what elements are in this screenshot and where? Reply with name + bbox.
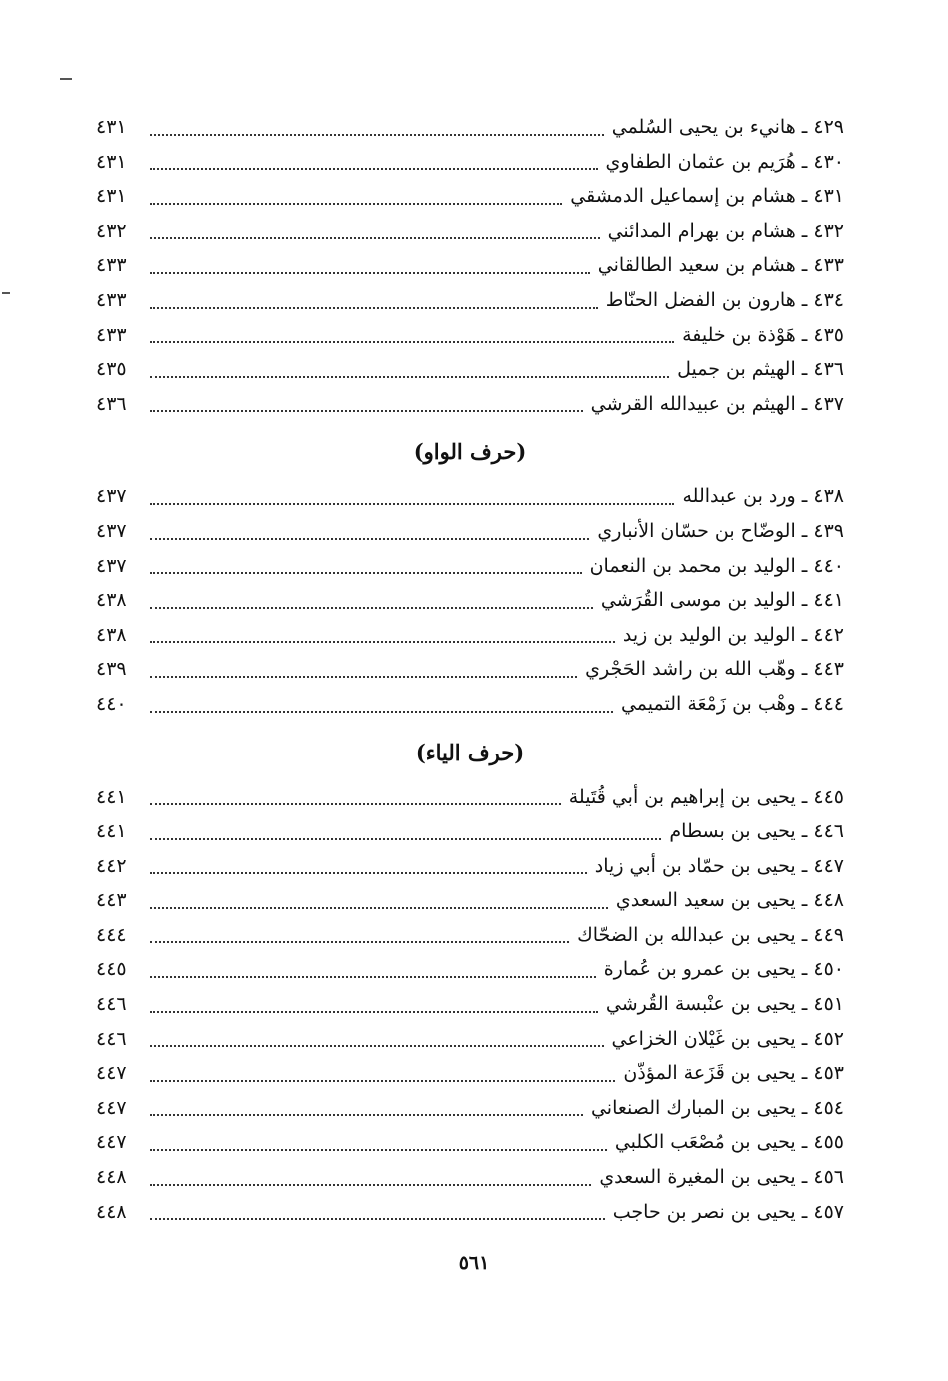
entry-page-number: ٤٤٦ (96, 1027, 127, 1050)
entry-page-number: ٤٤١ (96, 785, 127, 808)
toc-entry (96, 145, 844, 180)
dot-leader (150, 607, 593, 609)
dot-leader (150, 1149, 607, 1151)
dot-leader (150, 641, 615, 643)
dot-leader (150, 538, 589, 540)
dot-leader (150, 1011, 598, 1013)
entry-page-number: ٤٤٥ (96, 958, 127, 981)
entry-page-number: ٤٤٠ (96, 692, 127, 715)
entry-page-number: ٤٤٧ (96, 1062, 127, 1085)
toc-section (96, 110, 844, 421)
toc-entry (96, 1125, 844, 1160)
dot-leader (150, 307, 598, 309)
entry-title: ٤٣١ ـ هشام بن إسماعيل الدمشقي (570, 185, 844, 208)
entry-page-number: ٤٤٣ (96, 889, 127, 912)
dot-leader (150, 907, 608, 909)
entry-title: ٤٣٢ ـ هشام بن بهرام المدائني (607, 219, 844, 242)
entry-title: ٤٤٨ ـ يحيى بن سعيد السعدي (615, 889, 844, 912)
entry-title: ٤٤٤ ـ وهْب بن زَمْعَة التميمي (620, 692, 844, 715)
entry-title: ٤٤٩ ـ يحيى بن عبدالله بن الضحّاك (577, 923, 844, 946)
table-of-contents (96, 110, 844, 1229)
toc-entry (96, 618, 844, 653)
toc-section (96, 734, 844, 1230)
toc-entry (96, 549, 844, 584)
dot-leader (150, 376, 669, 378)
entry-title: ٤٥٤ ـ يحيى بن المبارك الصنعاني (590, 1096, 844, 1119)
dot-leader (150, 272, 590, 274)
entry-title: ٤٣٤ ـ هارون بن الفضل الحنّاط (605, 288, 844, 311)
toc-entry (96, 179, 844, 214)
toc-entry (96, 318, 844, 353)
entry-title: ٤٣٠ ـ هُرَيم بن عثمان الطفاوي (605, 150, 844, 173)
entry-page-number: ٤٣٦ (96, 392, 127, 415)
toc-entry (96, 387, 844, 422)
entry-page-number: ٤٣٣ (96, 254, 127, 277)
toc-entry (96, 814, 844, 849)
toc-entry (96, 1091, 844, 1126)
entry-title: ٤٤٠ ـ الوليد بن محمد بن النعمان (589, 554, 844, 577)
entry-title: ٤٤٢ ـ الوليد بن الوليد بن زيد (622, 623, 844, 646)
entry-page-number: ٤٣٨ (96, 623, 127, 646)
entry-page-number: ٤٣٧ (96, 519, 127, 542)
toc-entry (96, 652, 844, 687)
dot-leader (150, 572, 582, 574)
entry-title: ٤٤٥ ـ يحيى بن إبراهيم بن أبي قُتَيلة (568, 785, 844, 808)
entry-page-number: ٤٤٤ (96, 923, 127, 946)
toc-entry (96, 1056, 844, 1091)
entry-title: ٤٤٧ ـ يحيى بن حمّاد بن أبي زياد (594, 854, 844, 877)
entry-page-number: ٤٣١ (96, 116, 127, 138)
toc-entry (96, 780, 844, 815)
entry-title: ٤٥٧ ـ يحيى بن نصر بن حاجب (612, 1200, 844, 1223)
entry-page-number: ٤٤٧ (96, 1096, 127, 1119)
dot-leader (150, 872, 587, 874)
entry-title: ٤٥٦ ـ يحيى بن المغيرة السعدي (599, 1166, 844, 1189)
toc-section (96, 433, 844, 721)
entry-page-number: ٤٣٣ (96, 288, 127, 311)
entry-page-number: ٤٣٧ (96, 485, 127, 508)
entry-page-number: ٤٣٧ (96, 554, 127, 577)
dot-leader (150, 341, 674, 343)
entry-title: ٤٣٣ ـ هشام بن سعيد الطالقاني (597, 254, 844, 277)
toc-entry (96, 514, 844, 549)
toc-entry (96, 687, 844, 722)
entry-title: ٤٣٩ ـ الوضّاح بن حسّان الأنباري (597, 519, 844, 542)
dot-leader (150, 976, 596, 978)
entry-page-number: ٤٣٩ (96, 658, 127, 681)
toc-entry (96, 849, 844, 884)
entry-page-number: ٤٤١ (96, 820, 127, 843)
toc-entry (96, 214, 844, 249)
entry-page-number: ٤٣١ (96, 150, 127, 173)
dot-leader (150, 134, 604, 136)
dot-leader (150, 1080, 615, 1082)
entry-title: ٤٤٣ ـ وهّب الله بن راشد الحَجْري (585, 658, 844, 681)
toc-entry (96, 987, 844, 1022)
section-heading: (حرف الياء) (415, 739, 525, 765)
entry-page-number: ٤٤٢ (96, 854, 127, 877)
dot-leader (150, 676, 577, 678)
toc-entry (96, 1195, 844, 1230)
scan-margin-mark-side (2, 292, 10, 294)
entry-page-number: ٤٤٦ (96, 993, 127, 1016)
entry-page-number: ٤٣٥ (96, 358, 127, 381)
entry-title: ٤٥٣ ـ يحيى بن قَزَعة المؤذّن (623, 1062, 844, 1085)
toc-entry (96, 1160, 844, 1195)
entry-title: ٤٢٩ ـ هانيء بن يحيى السُلمي (611, 116, 844, 138)
toc-entry (96, 952, 844, 987)
entry-page-number: ٤٤٨ (96, 1166, 127, 1189)
entry-title: ٤٥١ ـ يحيى بن عنْبسة القُرشي (605, 993, 844, 1016)
entry-title: ٤٣٦ ـ الهيثم بن جميل (677, 358, 844, 381)
entry-title: ٤٣٨ ـ ورد بن عبدالله (682, 485, 844, 508)
dot-leader (150, 803, 561, 805)
dot-leader (150, 711, 613, 713)
entry-title: ٤٣٧ ـ الهيثم بن عبيدالله القرشي (590, 392, 844, 415)
entry-page-number: ٤٤٨ (96, 1200, 127, 1223)
entry-title: ٤٣٥ ـ هَوْذة بن خليفة (682, 323, 844, 346)
dot-leader (150, 203, 562, 205)
entry-title: ٤٤١ ـ الوليد بن موسى القُرَشي (600, 589, 844, 612)
toc-entry (96, 248, 844, 283)
entry-title: ٤٥٢ ـ يحيى بن غَيْلان الخزاعي (611, 1027, 844, 1050)
entry-title: ٤٤٦ ـ يحيى بن بسطام (669, 820, 844, 843)
page-number: ٥٦١ (458, 1252, 490, 1274)
toc-entry (96, 110, 844, 145)
entry-page-number: ٤٣٢ (96, 219, 127, 242)
dot-leader (150, 237, 600, 239)
dot-leader (150, 838, 661, 840)
entry-title: ٤٥٥ ـ يحيى بن مُصْعَب الكلبي (614, 1131, 844, 1154)
toc-entry (96, 583, 844, 618)
toc-entry (96, 479, 844, 514)
dot-leader (150, 1218, 605, 1220)
dot-leader (150, 1114, 583, 1116)
scan-margin-mark-top (60, 78, 72, 80)
entry-page-number: ٤٤٧ (96, 1131, 127, 1154)
toc-entry (96, 1022, 844, 1057)
toc-entry (96, 918, 844, 953)
toc-entry (96, 283, 844, 318)
dot-leader (150, 941, 569, 943)
section-heading: (حرف الواو) (413, 439, 527, 465)
entry-page-number: ٤٣٣ (96, 323, 127, 346)
toc-entry (96, 352, 844, 387)
dot-leader (150, 410, 583, 412)
dot-leader (150, 1045, 604, 1047)
dot-leader (150, 168, 598, 170)
entry-title: ٤٥٠ ـ يحيى بن عمرو بن عُمارة (603, 958, 844, 981)
entry-page-number: ٤٣١ (96, 185, 127, 208)
entry-page-number: ٤٣٨ (96, 589, 127, 612)
dot-leader (150, 503, 674, 505)
toc-entry (96, 883, 844, 918)
dot-leader (150, 1184, 591, 1186)
